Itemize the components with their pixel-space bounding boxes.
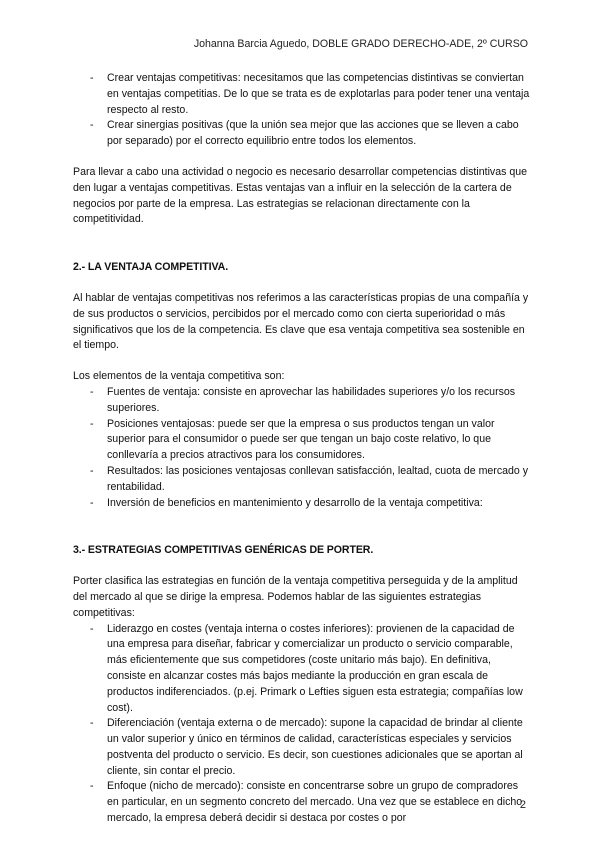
section-heading: 3.- ESTRATEGIAS COMPETITIVAS GENÉRICAS DE PORTER. [73, 544, 374, 557]
section2-list-intro: Los elementos de la ventaja competitiva son: [73, 370, 285, 383]
list-item: - Crear ventajas competitivas: necesitamos que las competencias distintivas se conviertan en ventajas competitias. De lo que se trata es de explotarlas para poder tener una ventaja respecto al resto. [73, 71, 531, 118]
list-item: - Fuentes de ventaja: consiste en aprovechar las habilidades superiores y/o los recursos superiores. [73, 385, 531, 417]
section-heading: 2.- LA VENTAJA COMPETITIVA. [73, 261, 229, 274]
page-number: 2 [519, 799, 526, 811]
list-item: - Resultados: las posiciones ventajosas conllevan satisfacción, lealtad, cuota de mercado y rentabilidad. [73, 464, 531, 496]
list-item: - Inversión de beneficios en mantenimiento y desarrollo de la ventaja competitiva: [73, 496, 531, 512]
list-item: - Liderazgo en costes (ventaja interna o costes inferiores): provienen de la capacidad de una empresa para diseñar, fabricar y comercializar un producto o servicio comparable, más eficientemente que sus competidores (coste unitario más bajo). En definitiva, consiste en alcanzar costes más bajos mediante la producción en gran escala de productos indiferenciados. (p.ej. Primark o Lefties siguen esta estrategia; compañías low cost). [73, 622, 531, 717]
intro-paragraph: Para llevar a cabo una actividad o negocio es necesario desarrollar competencias distintivas que den lugar a ventajas competitivas. Estas ventajas van a influir en la selección de la cartera de negocios por parte de la empresa. Las estrategias se relacionan directamente con la competitividad. [73, 165, 528, 226]
list-item: - Posiciones ventajosas: puede ser que la empresa o sus productos tengan un valor superior para el consumidor o puede ser que tengan un bajo coste relativo, lo que conllevaría a precios atractivos para los consumidores. [73, 417, 531, 464]
section3-list [73, 622, 531, 827]
section2-list [73, 385, 531, 511]
section2-paragraph: Al hablar de ventajas competitivas nos referimos a las características propias de una compañía y de sus productos o servicios, percibidos por el mercado como con cierta superioridad o más significativos que los de la competencia. Es clave que esa ventaja competitiva sea sostenible en el tiempo. [73, 291, 529, 352]
intro-list [73, 71, 531, 150]
list-item: - Enfoque (nicho de mercado): consiste en concentrarse sobre un grupo de compradores en particular, en un segmento concreto del mercado. Una vez que se establece en dicho mercado, la empresa deberá decidir si destaca por costes o por [73, 779, 531, 826]
page-header: Johanna Barcia Aguedo, DOBLE GRADO DERECHO-ADE, 2º CURSO [193, 38, 528, 50]
list-item: - Crear sinergias positivas (que la unión sea mejor que las acciones que se lleven a cabo por separado) por el correcto equilibrio entre todos los elementos. [73, 118, 531, 150]
list-item: - Diferenciación (ventaja externa o de mercado): supone la capacidad de brindar al cliente un valor superior y único en términos de calidad, características especiales y servicios postventa del producto o servicio. Es decir, son cuestiones adicionales que se aportan al cliente, sin contar el precio. [73, 716, 531, 779]
section3-paragraph: Porter clasifica las estrategias en función de la ventaja competitiva perseguida y de la amplitud del mercado al que se dirige la empresa. Podemos hablar de las siguientes estrategias competitivas: [73, 575, 518, 619]
document-body [73, 71, 531, 827]
